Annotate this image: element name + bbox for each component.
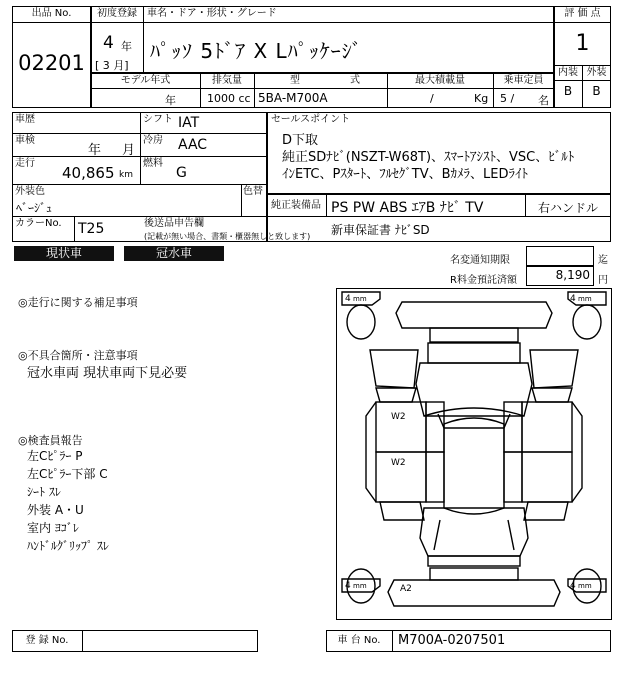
side-sill-left	[366, 402, 376, 502]
color-change-label: 色替	[243, 186, 263, 197]
inspector-line-5: 室内 ﾖｺﾞﾚ	[27, 521, 79, 535]
exterior-grade: B	[592, 84, 601, 98]
front-glass-right	[504, 402, 522, 452]
mileage-label: 走行	[15, 158, 35, 169]
tire-unit-front-left: mm	[353, 295, 367, 303]
doc-label: 後送品申告欄	[144, 218, 204, 229]
tire-depth-front-right: 4	[570, 294, 576, 304]
roof	[444, 418, 504, 514]
rear-quarter-left	[380, 502, 424, 520]
rear-hatch	[420, 508, 528, 556]
tire-unit-rear-left: mm	[353, 582, 367, 590]
sales-point-label: セールスポイント	[271, 114, 351, 125]
handle-position: 右ハンドル	[538, 201, 599, 215]
kansui-tag: 冠水車	[124, 246, 224, 261]
inspector-line-4: 外装 A・U	[27, 503, 84, 517]
fuel-value: G	[176, 165, 187, 181]
first-reg-year: 4	[103, 33, 114, 53]
displacement-value: 1000 cc	[207, 92, 251, 105]
equipment-label: 純正装備品	[271, 200, 321, 211]
shift-label: シフト	[143, 114, 173, 125]
sales-point-line-1: D下取	[282, 133, 319, 148]
max-load-label: 最大積載量	[415, 75, 465, 86]
max-load-value: /	[430, 92, 434, 105]
lot-label: 出品 No.	[31, 8, 72, 19]
tire-unit-rear-right: mm	[578, 582, 592, 590]
rear-glass-right	[504, 452, 522, 502]
color-label: 外装色	[15, 186, 45, 197]
rear-glass-left	[426, 452, 444, 502]
inspector-line-3: ｼｰﾄ ｽﾚ	[27, 485, 61, 499]
side-sill-right	[572, 402, 582, 502]
wheel-front-left	[347, 305, 375, 339]
inspector-line-2: 左Cﾋﾟﾗｰ下部 C	[27, 467, 108, 481]
front-bumper	[396, 302, 552, 328]
defects-title: ◎不具合箇所・注意事項	[18, 349, 138, 362]
inspection-label: 車検	[15, 135, 35, 146]
color-no-value: T25	[78, 221, 105, 237]
defects-text: 冠水車両 現状車両下見必要	[27, 366, 188, 381]
color-no-label: カラーNo.	[15, 218, 62, 229]
inspector-title: ◎検査員報告	[18, 434, 83, 447]
inspection-month: 月	[122, 143, 136, 158]
first-reg-year-unit: 年	[121, 40, 132, 53]
genjo-tag: 現状車	[14, 246, 114, 261]
capacity-label: 乗車定員	[503, 75, 544, 86]
rear-hatch-lower	[428, 556, 520, 566]
rear-door-right	[522, 452, 572, 502]
inspection-year: 年	[88, 143, 102, 158]
first-reg-month: [ 3 月]	[95, 59, 129, 72]
damage-mark-a2: A2	[400, 584, 412, 594]
inspector-line-1: 左Cﾋﾟﾗｰ P	[27, 449, 83, 463]
doc-note: (記載が無い場合、書類・櫃器無しと致します)	[144, 232, 311, 241]
inspector-line-6: ﾊﾝﾄﾞﾙｸﾞﾘｯﾌﾟ ｽﾚ	[27, 539, 109, 553]
deadline-label: 名変通知期限	[450, 255, 510, 266]
grade-value: 1	[575, 31, 590, 56]
car-name-label: 車名・ドア・形状・グレード	[147, 8, 277, 19]
model-label: 型	[290, 75, 300, 86]
max-load-unit: Kg	[474, 92, 489, 105]
mileage-value: 40,865	[62, 164, 115, 182]
mirror-left	[376, 388, 416, 402]
chassis-number: M700A-0207501	[398, 633, 506, 648]
sales-point-line-2: 純正SDﾅﾋﾞ(NSZT-W68T)、ｽﾏｰﾄｱｼｽﾄ、VSC、ﾋﾞﾙﾄ	[282, 150, 575, 165]
color-value: ﾍﾞｰｼﾞｭ	[16, 201, 53, 215]
front-grille	[430, 328, 518, 342]
front-door-right	[522, 402, 572, 452]
front-glass-left	[426, 402, 444, 452]
displacement-label: 排気量	[212, 75, 242, 86]
capacity-unit: 名	[538, 94, 549, 107]
car-damage-diagram	[336, 288, 612, 620]
history-label: 車歴	[15, 114, 35, 125]
tire-depth-rear-left: 4	[345, 581, 351, 591]
mileage-unit: km	[119, 170, 133, 180]
interior-grade: B	[563, 84, 573, 98]
damage-mark-w2-upper: W2	[391, 412, 406, 422]
front-fender-left	[370, 350, 418, 388]
equipment-items: PS PW ABS ｴｱB ﾅﾋﾞ TV	[331, 200, 484, 216]
sales-point-line-3: ｲﾝETC、Pｽﾀｰﾄ、ﾌﾙｾｸﾞTV、Bｶﾒﾗ、LEDﾗｲﾄ	[282, 167, 529, 182]
chassis-label: 車 台 No.	[337, 635, 381, 646]
deadline-field	[526, 246, 594, 266]
model-value: 5BA-M700A	[258, 91, 328, 105]
damage-mark-w2-lower: W2	[391, 458, 406, 468]
ac-value: AAC	[178, 137, 208, 153]
model-year-unit: 年	[165, 94, 176, 107]
rear-panel	[430, 568, 518, 580]
model-year-label: モデル年式	[120, 75, 171, 86]
recycle-unit: 円	[598, 275, 608, 286]
shift-value: IAT	[178, 115, 200, 131]
wheel-front-right	[573, 305, 601, 339]
driving-notes-title: ◎走行に関する補足事項	[18, 296, 138, 309]
first-reg-label: 初度登録	[97, 8, 137, 19]
interior-label: 内装	[558, 67, 578, 78]
ac-label: 冷房	[143, 135, 163, 146]
tire-depth-rear-right: 4	[570, 581, 576, 591]
tire-depth-front-left: 4	[345, 294, 351, 304]
lot-number: 02201	[18, 51, 85, 75]
recycle-label: R料金預託済額	[450, 275, 517, 286]
car-name: ﾊﾟｯｿ 5ﾄﾞｱ X Lﾊﾟｯｹｰｼﾞ	[150, 39, 363, 63]
warranty-text: 新車保証書 ﾅﾋﾞSD	[331, 223, 430, 237]
deadline-unit: 迄	[598, 255, 608, 266]
model-label-2: 式	[350, 75, 360, 86]
mirror-right	[532, 388, 572, 402]
registration-label: 登 録 No.	[25, 635, 69, 646]
hood-front	[428, 343, 520, 363]
exterior-label: 外装	[586, 67, 607, 78]
tire-unit-front-right: mm	[578, 295, 592, 303]
rear-bumper	[388, 580, 560, 606]
rear-window-lines	[434, 520, 514, 550]
recycle-value: 8,190	[555, 268, 590, 282]
front-fender-right	[530, 350, 578, 388]
rear-quarter-right	[524, 502, 568, 520]
grade-label: 評 価 点	[564, 8, 601, 19]
front-door-left	[376, 402, 426, 452]
fuel-label: 燃料	[143, 158, 163, 169]
capacity-value: 5 /	[500, 92, 515, 105]
